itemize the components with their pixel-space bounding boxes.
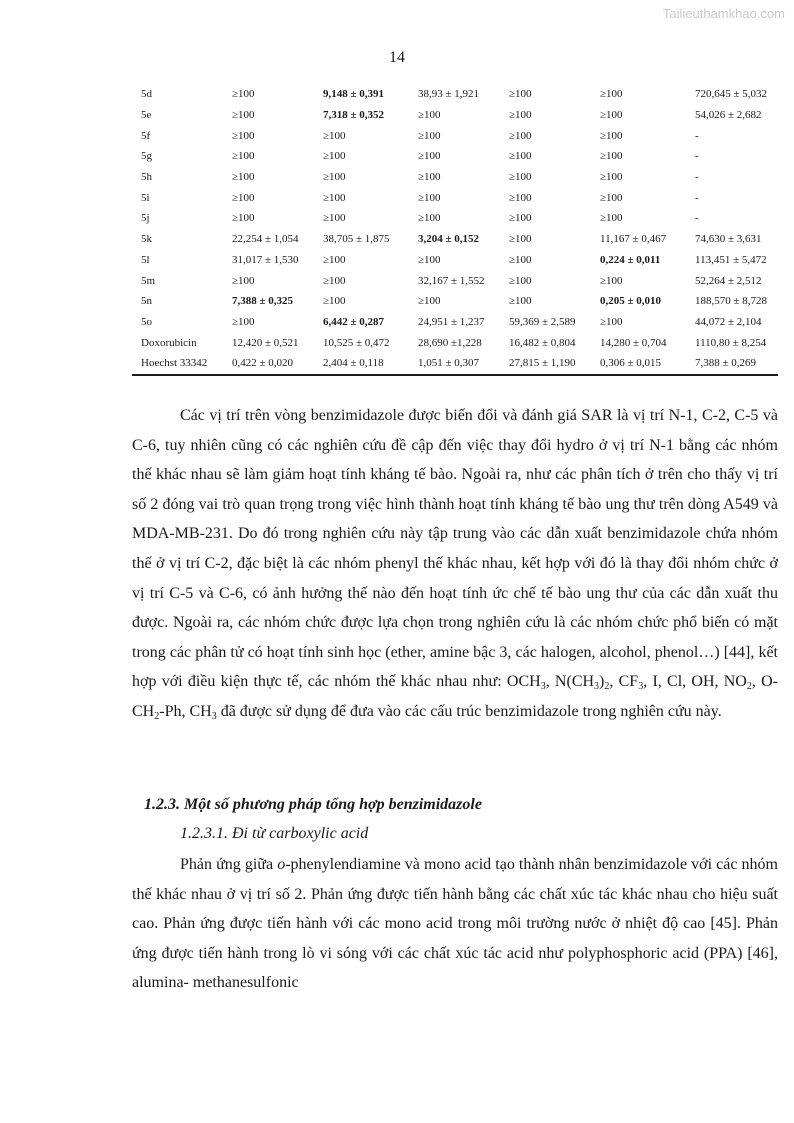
value-cell: ≥100 [600,212,623,225]
table-row [132,312,778,333]
watermark: Tailieuthamkhao.com [662,6,785,21]
value-cell: ≥100 [323,171,346,184]
value-cell: 113,451 ± 5,472 [695,253,767,266]
value-cell: ≥100 [509,109,532,122]
table-row [132,229,778,250]
value-cell: 59,369 ± 2,589 [509,315,576,328]
value-cell: ≥100 [600,191,623,204]
value-cell: 3,204 ± 0,152 [418,233,480,246]
value-cell: ≥100 [509,253,532,266]
value-cell: ≥100 [418,212,441,225]
compound-cell: 5l [141,253,150,266]
value-cell: ≥100 [509,274,532,287]
table-row [132,125,778,146]
value-cell: ≥100 [232,150,255,163]
value-cell: ≥100 [600,109,623,122]
compound-cell: 5n [141,295,152,308]
para-text: Các vị trí trên vòng benzimidazole được biến đổi và đánh giá SAR là vị trí N-1, C-2, C-5 và C-6, tuy nhiên cũng có các nghiên cứu đề cập đến việc thay đổi hydro ở vị trí N-1 bằng các nhóm thế khác nhau sẽ làm giảm hoạt tính kháng tế bào. Ngoài ra, như các phân tích ở trên cho thấy vị trí số 2 đóng vai trò quan trọng trong việc hình thành hoạt tính kháng tế bào ung thư trên dòng A549 và MDA-MB-231. Do đó trong nghiên cứu này tập trung vào các dẫn xuất benzimidazole chứa nhóm thế ở vị trí C-2, đặc biệt là các nhóm phenyl thế khác nhau, kết hợp với đó là thay đổi nhóm chức ở vị trí C-5 và C-6, có ảnh hưởng thế nào đến hoạt tính ức chế tế bào ung thư của các dẫn xuất thu được. Ngoài ra, các nhóm chức được lựa chọn trong nghiên cứu là các nhóm chức phổ biến có mặt trong các phân tử có hoạt tính sinh học (ether, amine bậc 3, các halogen, alcohol, phenol…) [44], kết hợp với điều kiện thực tế, các nhóm thế khác nhau như: OCH [132,407,778,691]
compound-cell: 5j [141,212,150,225]
value-cell: ≥100 [232,129,255,142]
value-cell: - [695,129,699,142]
paragraph-carboxylic: Phản ứng giữa o-phenylendiamine và mono acid tạo thành nhân benzimidazole với các nhóm thế khác nhau ở vị trí số 2. Phản ứng được tiến hành bằng các chất xúc tác khác nhau cho hiệu suất cao. Phản ứng được tiến hành với các mono acid trong môi trường nước ở nhiệt độ cao [45]. Phản ứng được tiến hành trong lò vi sóng với các chất xúc tác acid như polyphosphoric acid (PPA) [46], alumina- methanesulfonic [132,856,779,992]
page-number: 14 [389,49,405,66]
value-cell: 1,051 ± 0,307 [409,353,500,375]
value-cell: 28,690 ±1,228 [418,336,482,349]
table-row [132,105,778,126]
table-row [132,187,778,208]
compound-cell: 5f [141,129,151,142]
value-cell: ≥100 [418,150,441,163]
compound-cell: Hoechst 33342 [132,353,223,375]
value-cell: 188,570 ± 8,728 [695,295,768,308]
value-cell: 0,422 ± 0,020 [223,353,314,375]
value-cell: 14,280 ± 0,704 [600,336,667,349]
compound-cell: 5g [141,150,152,163]
value-cell: ≥100 [323,129,346,142]
value-cell: ≥100 [509,191,532,204]
value-cell: ≥100 [509,129,532,142]
value-cell: ≥100 [600,171,623,184]
value-cell: - [695,212,699,225]
value-cell: 38,93 ± 1,921 [418,88,480,101]
value-cell: ≥100 [509,150,532,163]
subsection-heading: 1.2.3.1. Đi từ carboxylic acid [180,825,369,842]
value-cell: ≥100 [418,253,441,266]
value-cell: 0,224 ± 0,011 [600,253,661,266]
value-cell: - [695,171,699,184]
value-cell: ≥100 [600,129,623,142]
table-row [132,353,778,375]
value-cell: ≥100 [323,253,346,266]
value-cell: 0,306 ± 0,015 [591,353,686,375]
value-cell: 1110,80 ± 8,254 [695,336,767,349]
compound-cell: 5e [141,109,152,122]
value-cell: 7,388 ± 0,269 [686,353,778,375]
table-row [132,291,778,312]
value-cell: - [695,191,699,204]
value-cell: ≥100 [232,171,255,184]
compound-cell: 5o [141,315,152,328]
compound-cell: Doxorubicin [141,336,197,349]
compound-cell: 5k [141,233,152,246]
value-cell: 54,026 ± 2,682 [695,109,762,122]
value-cell: 0,205 ± 0,010 [600,295,662,308]
value-cell: ≥100 [418,129,441,142]
value-cell: 31,017 ± 1,530 [232,253,299,266]
compound-cell: 5m [141,274,156,287]
table-row [132,208,778,229]
value-cell: ≥100 [600,150,623,163]
value-cell: ≥100 [323,191,346,204]
table-row [132,146,778,167]
value-cell: ≥100 [509,233,532,246]
value-cell: ≥100 [418,109,441,122]
compound-cell: 5d [141,88,152,101]
value-cell: ≥100 [600,315,623,328]
value-cell: 10,525 ± 0,472 [323,336,390,349]
value-cell: ≥100 [323,295,346,308]
paragraph-sar: Các vị trí trên vòng benzimidazole được biến đổi và đánh giá SAR là vị trí N-1, C-2, C-5 và C-6, tuy nhiên cũng có các nghiên cứu đề cập đến việc thay đổi hydro ở vị trí N-1 bằng các nhóm thế khác nhau sẽ làm giảm hoạt tính kháng tế bào. Ngoài ra, như các phân tích ở trên cho thấy vị trí số 2 đóng vai trò quan trọng trong việc hình thành hoạt tính kháng tế bào ung thư trên dòng A549 và MDA-MB-231. Do đó trong nghiên cứu này tập trung vào các dẫn xuất benzimidazole chứa nhóm thế ở vị trí C-2, đặc biệt là các nhóm phenyl thế khác nhau, kết hợp với đó là thay đổi nhóm chức ở vị trí C-5 và C-6, có ảnh hưởng thế nào đến hoạt tính ức chế tế bào ung thư của các dẫn xuất thu được. Ngoài ra, các nhóm chức được lựa chọn trong nghiên cứu là các nhóm chức phổ biến có mặt trong các phân tử có hoạt tính sinh học (ether, amine bậc 3, các halogen, alcohol, phenol…) [44], kết hợp với điều kiện thực tế, các nhóm thế khác nhau như: $OCH_3$, $N(CH_3)_2$, $CF_3$, I, Cl, OH, $NO_2$, $O-CH_2-Ph$, $CH_3$ đã được sử dụng để đưa vào các cấu trúc benzimidazole trong nghiên cứu này. [132,407,778,722]
value-cell: ≥100 [323,212,346,225]
value-cell: ≥100 [509,212,532,225]
value-cell: ≥100 [418,171,441,184]
value-cell: ≥100 [509,295,532,308]
value-cell: 7,388 ± 0,325 [232,295,294,308]
value-cell: 38,705 ± 1,875 [323,233,390,246]
table-row [132,84,778,105]
value-cell: ≥100 [232,212,255,225]
table-row [132,167,778,188]
value-cell: 74,630 ± 3,631 [695,233,762,246]
table-row [132,332,778,353]
value-cell: 12,420 ± 0,521 [232,336,299,349]
table-row [132,270,778,291]
compound-cell: 5i [141,191,150,204]
value-cell: 22,254 ± 1,054 [232,233,299,246]
value-cell: 44,072 ± 2,104 [695,315,762,328]
value-cell: 7,318 ± 0,352 [323,109,385,122]
value-cell: 27,815 ± 1,190 [500,353,591,375]
value-cell: 52,264 ± 2,512 [695,274,762,287]
value-cell: 2,404 ± 0,118 [314,353,409,375]
value-cell: ≥100 [323,274,346,287]
cytotoxicity-table [132,84,778,376]
value-cell: 9,148 ± 0,391 [323,88,385,101]
value-cell: 11,167 ± 0,467 [600,233,667,246]
value-cell: ≥100 [509,171,532,184]
value-cell: ≥100 [232,274,255,287]
value-cell: 32,167 ± 1,552 [418,274,485,287]
value-cell: 6,442 ± 0,287 [323,315,385,328]
value-cell: ≥100 [509,88,532,101]
value-cell: ≥100 [600,88,623,101]
compound-cell: 5h [141,171,152,184]
value-cell: ≥100 [600,274,623,287]
value-cell: ≥100 [232,191,255,204]
value-cell: ≥100 [323,150,346,163]
value-cell: ≥100 [232,109,255,122]
value-cell: ≥100 [232,315,255,328]
value-cell: 16,482 ± 0,804 [509,336,576,349]
value-cell: 24,951 ± 1,237 [418,315,485,328]
value-cell: 720,645 ± 5,032 [695,88,768,101]
table-row [132,250,778,271]
value-cell: ≥100 [232,88,255,101]
value-cell: ≥100 [418,191,441,204]
section-heading: 1.2.3. Một số phương pháp tổng hợp benzimidazole [144,796,482,813]
value-cell: - [695,150,699,163]
value-cell: ≥100 [418,295,441,308]
